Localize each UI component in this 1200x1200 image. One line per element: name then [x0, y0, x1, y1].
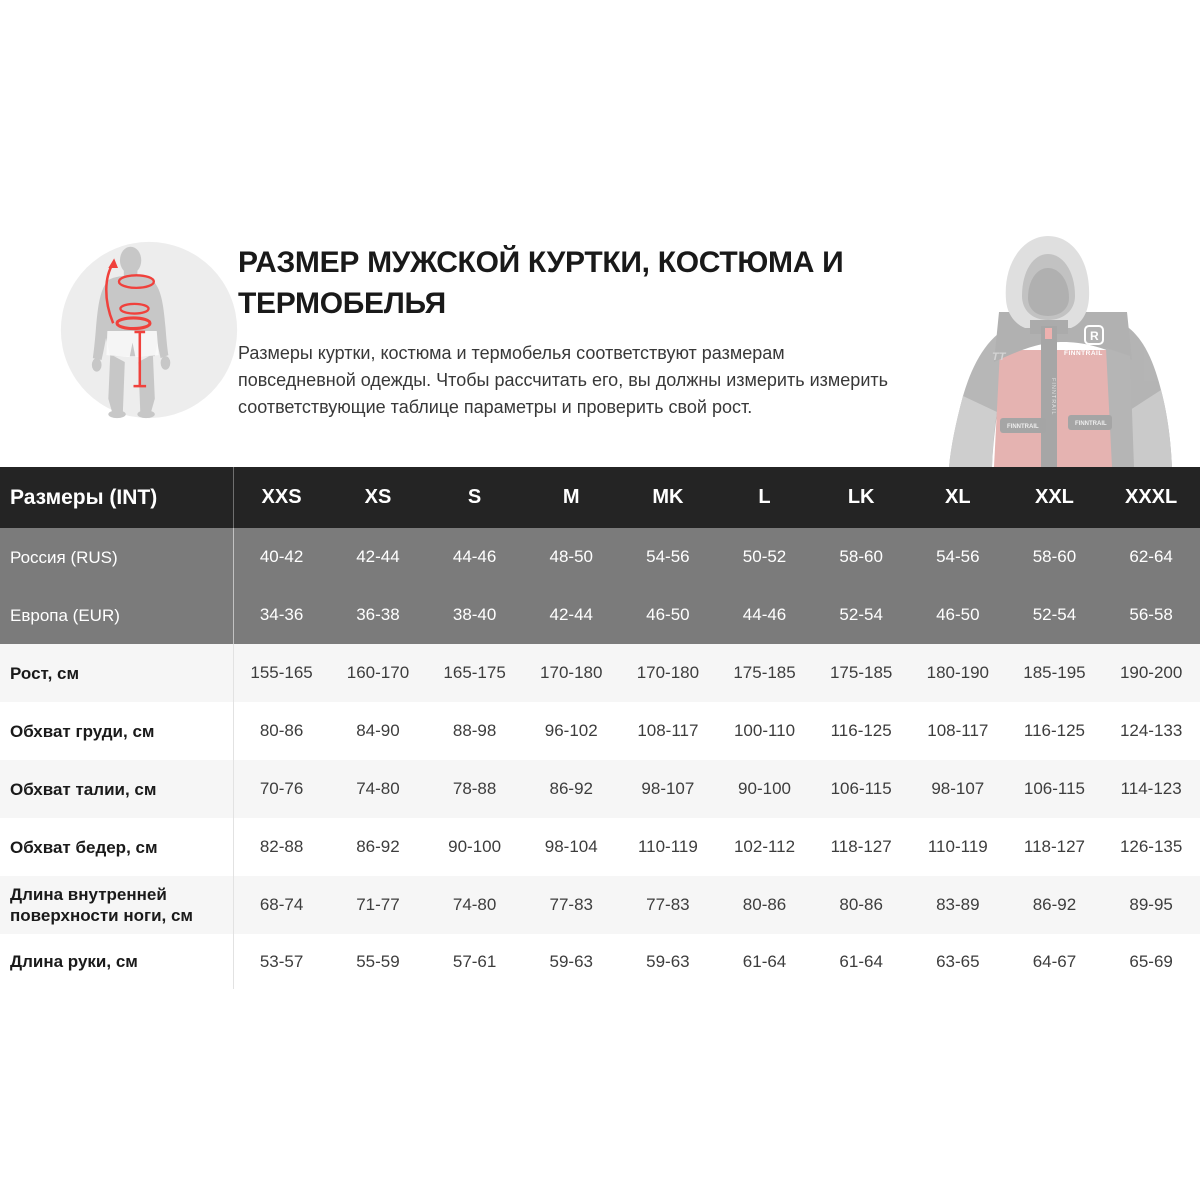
size-value-cell: 90-100 — [426, 818, 523, 876]
size-value-cell: 126-135 — [1103, 818, 1200, 876]
size-value-cell: 54-56 — [620, 528, 717, 586]
size-value-cell: 38-40 — [426, 586, 523, 644]
size-column-header: MK — [620, 467, 717, 528]
size-value-cell: 61-64 — [716, 934, 813, 989]
size-column-header: M — [523, 467, 620, 528]
svg-text:FINNTRAIL: FINNTRAIL — [1064, 350, 1103, 357]
size-value-cell: 185-195 — [1006, 644, 1103, 702]
size-column-header: XS — [330, 467, 427, 528]
table-row — [0, 644, 1200, 702]
row-label: Обхват груди, см — [0, 702, 233, 760]
size-value-cell: 54-56 — [909, 528, 1006, 586]
size-value-cell: 74-80 — [426, 876, 523, 934]
size-value-cell: 108-117 — [620, 702, 717, 760]
size-value-cell: 86-92 — [523, 760, 620, 818]
size-value-cell: 118-127 — [813, 818, 910, 876]
size-value-cell: 102-112 — [716, 818, 813, 876]
size-value-cell: 48-50 — [523, 528, 620, 586]
table-row — [0, 876, 1200, 934]
intro-description: Размеры куртки, костюма и термобелья соответствуют размерам повседневной одежды. Чтобы рассчитать его, вы должны измерить измерить соответствующие таблице параметры и проверить свой рост. — [238, 343, 888, 417]
size-value-cell: 61-64 — [813, 934, 910, 989]
row-label: Европа (EUR) — [0, 586, 233, 644]
size-value-cell: 58-60 — [813, 528, 910, 586]
table-row — [0, 528, 1200, 586]
size-column-header: XXL — [1006, 467, 1103, 528]
size-value-cell: 42-44 — [523, 586, 620, 644]
table-row — [0, 760, 1200, 818]
row-label: Обхват талии, см — [0, 760, 233, 818]
row-label: Длина руки, см — [0, 934, 233, 989]
size-value-cell: 46-50 — [909, 586, 1006, 644]
size-value-cell: 98-107 — [909, 760, 1006, 818]
size-table-header-row — [0, 467, 1200, 528]
size-value-cell: 124-133 — [1103, 702, 1200, 760]
size-value-cell: 64-67 — [1006, 934, 1103, 989]
row-label: Россия (RUS) — [0, 528, 233, 586]
size-value-cell: 65-69 — [1103, 934, 1200, 989]
size-value-cell: 80-86 — [233, 702, 330, 760]
size-value-cell: 106-115 — [1006, 760, 1103, 818]
row-label: Длина внутренней поверхности ноги, см — [0, 876, 233, 934]
size-value-cell: 53-57 — [233, 934, 330, 989]
size-value-cell: 110-119 — [620, 818, 717, 876]
page-title-line2: ТЕРМОБЕЛЬЯ — [238, 287, 446, 320]
size-column-header: S — [426, 467, 523, 528]
size-value-cell: 63-65 — [909, 934, 1006, 989]
size-value-cell: 180-190 — [909, 644, 1006, 702]
jacket-photo-icon — [930, 228, 1200, 467]
size-value-cell: 106-115 — [813, 760, 910, 818]
table-row — [0, 818, 1200, 876]
table-row — [0, 702, 1200, 760]
size-value-cell: 170-180 — [620, 644, 717, 702]
size-value-cell: 40-42 — [233, 528, 330, 586]
svg-text:FINNTRAIL: FINNTRAIL — [1050, 378, 1056, 416]
size-value-cell: 100-110 — [716, 702, 813, 760]
size-value-cell: 59-63 — [620, 934, 717, 989]
table-row — [0, 934, 1200, 989]
jacket-product-image — [930, 228, 1200, 467]
size-value-cell: 155-165 — [233, 644, 330, 702]
size-value-cell: 80-86 — [716, 876, 813, 934]
size-value-cell: 83-89 — [909, 876, 1006, 934]
row-label: Рост, см — [0, 644, 233, 702]
size-value-cell: 175-185 — [813, 644, 910, 702]
size-value-cell: 46-50 — [620, 586, 717, 644]
svg-text:TT: TT — [992, 351, 1006, 363]
size-value-cell: 52-54 — [1006, 586, 1103, 644]
size-value-cell: 50-52 — [716, 528, 813, 586]
size-column-header: LK — [813, 467, 910, 528]
size-value-cell: 116-125 — [813, 702, 910, 760]
size-value-cell: 44-46 — [716, 586, 813, 644]
size-value-cell: 78-88 — [426, 760, 523, 818]
size-value-cell: 118-127 — [1006, 818, 1103, 876]
intro-section — [238, 242, 938, 421]
size-value-cell: 96-102 — [523, 702, 620, 760]
size-value-cell: 77-83 — [620, 876, 717, 934]
svg-text:FINNTRAIL: FINNTRAIL — [1075, 421, 1107, 427]
size-value-cell: 55-59 — [330, 934, 427, 989]
size-value-cell: 56-58 — [1103, 586, 1200, 644]
size-value-cell: 98-104 — [523, 818, 620, 876]
body-measurement-icon — [57, 238, 241, 422]
size-value-cell: 116-125 — [1006, 702, 1103, 760]
svg-text:FINNTRAIL: FINNTRAIL — [1007, 424, 1039, 430]
size-value-cell: 71-77 — [330, 876, 427, 934]
size-value-cell: 110-119 — [909, 818, 1006, 876]
size-value-cell: 36-38 — [330, 586, 427, 644]
size-column-header: L — [716, 467, 813, 528]
size-value-cell: 77-83 — [523, 876, 620, 934]
size-value-cell: 114-123 — [1103, 760, 1200, 818]
size-value-cell: 57-61 — [426, 934, 523, 989]
size-value-cell: 42-44 — [330, 528, 427, 586]
size-value-cell: 86-92 — [330, 818, 427, 876]
size-value-cell: 90-100 — [716, 760, 813, 818]
size-value-cell: 170-180 — [523, 644, 620, 702]
size-column-header: XL — [909, 467, 1006, 528]
size-value-cell: 82-88 — [233, 818, 330, 876]
size-value-cell: 52-54 — [813, 586, 910, 644]
size-value-cell: 70-76 — [233, 760, 330, 818]
size-value-cell: 58-60 — [1006, 528, 1103, 586]
page-title-line1: РАЗМЕР МУЖСКОЙ КУРТКИ, КОСТЮМА И — [238, 246, 844, 279]
size-value-cell: 98-107 — [620, 760, 717, 818]
size-value-cell: 80-86 — [813, 876, 910, 934]
table-row — [0, 586, 1200, 644]
size-column-header: XXXL — [1103, 467, 1200, 528]
size-table-corner-header: Размеры (INT) — [0, 467, 233, 528]
size-value-cell: 108-117 — [909, 702, 1006, 760]
size-table-body — [0, 528, 1200, 989]
size-value-cell: 160-170 — [330, 644, 427, 702]
size-value-cell: 175-185 — [716, 644, 813, 702]
size-table — [0, 467, 1200, 989]
size-value-cell: 89-95 — [1103, 876, 1200, 934]
jacket-r-logo: R — [1090, 329, 1099, 343]
row-label: Обхват бедер, см — [0, 818, 233, 876]
size-value-cell: 165-175 — [426, 644, 523, 702]
size-value-cell: 59-63 — [523, 934, 620, 989]
body-measurement-diagram — [57, 238, 241, 422]
size-value-cell: 84-90 — [330, 702, 427, 760]
page-title — [238, 242, 938, 324]
size-value-cell: 74-80 — [330, 760, 427, 818]
size-value-cell: 34-36 — [233, 586, 330, 644]
size-value-cell: 86-92 — [1006, 876, 1103, 934]
size-column-header: XXS — [233, 467, 330, 528]
size-value-cell: 88-98 — [426, 702, 523, 760]
size-value-cell: 190-200 — [1103, 644, 1200, 702]
size-value-cell: 62-64 — [1103, 528, 1200, 586]
size-value-cell: 44-46 — [426, 528, 523, 586]
size-value-cell: 68-74 — [233, 876, 330, 934]
